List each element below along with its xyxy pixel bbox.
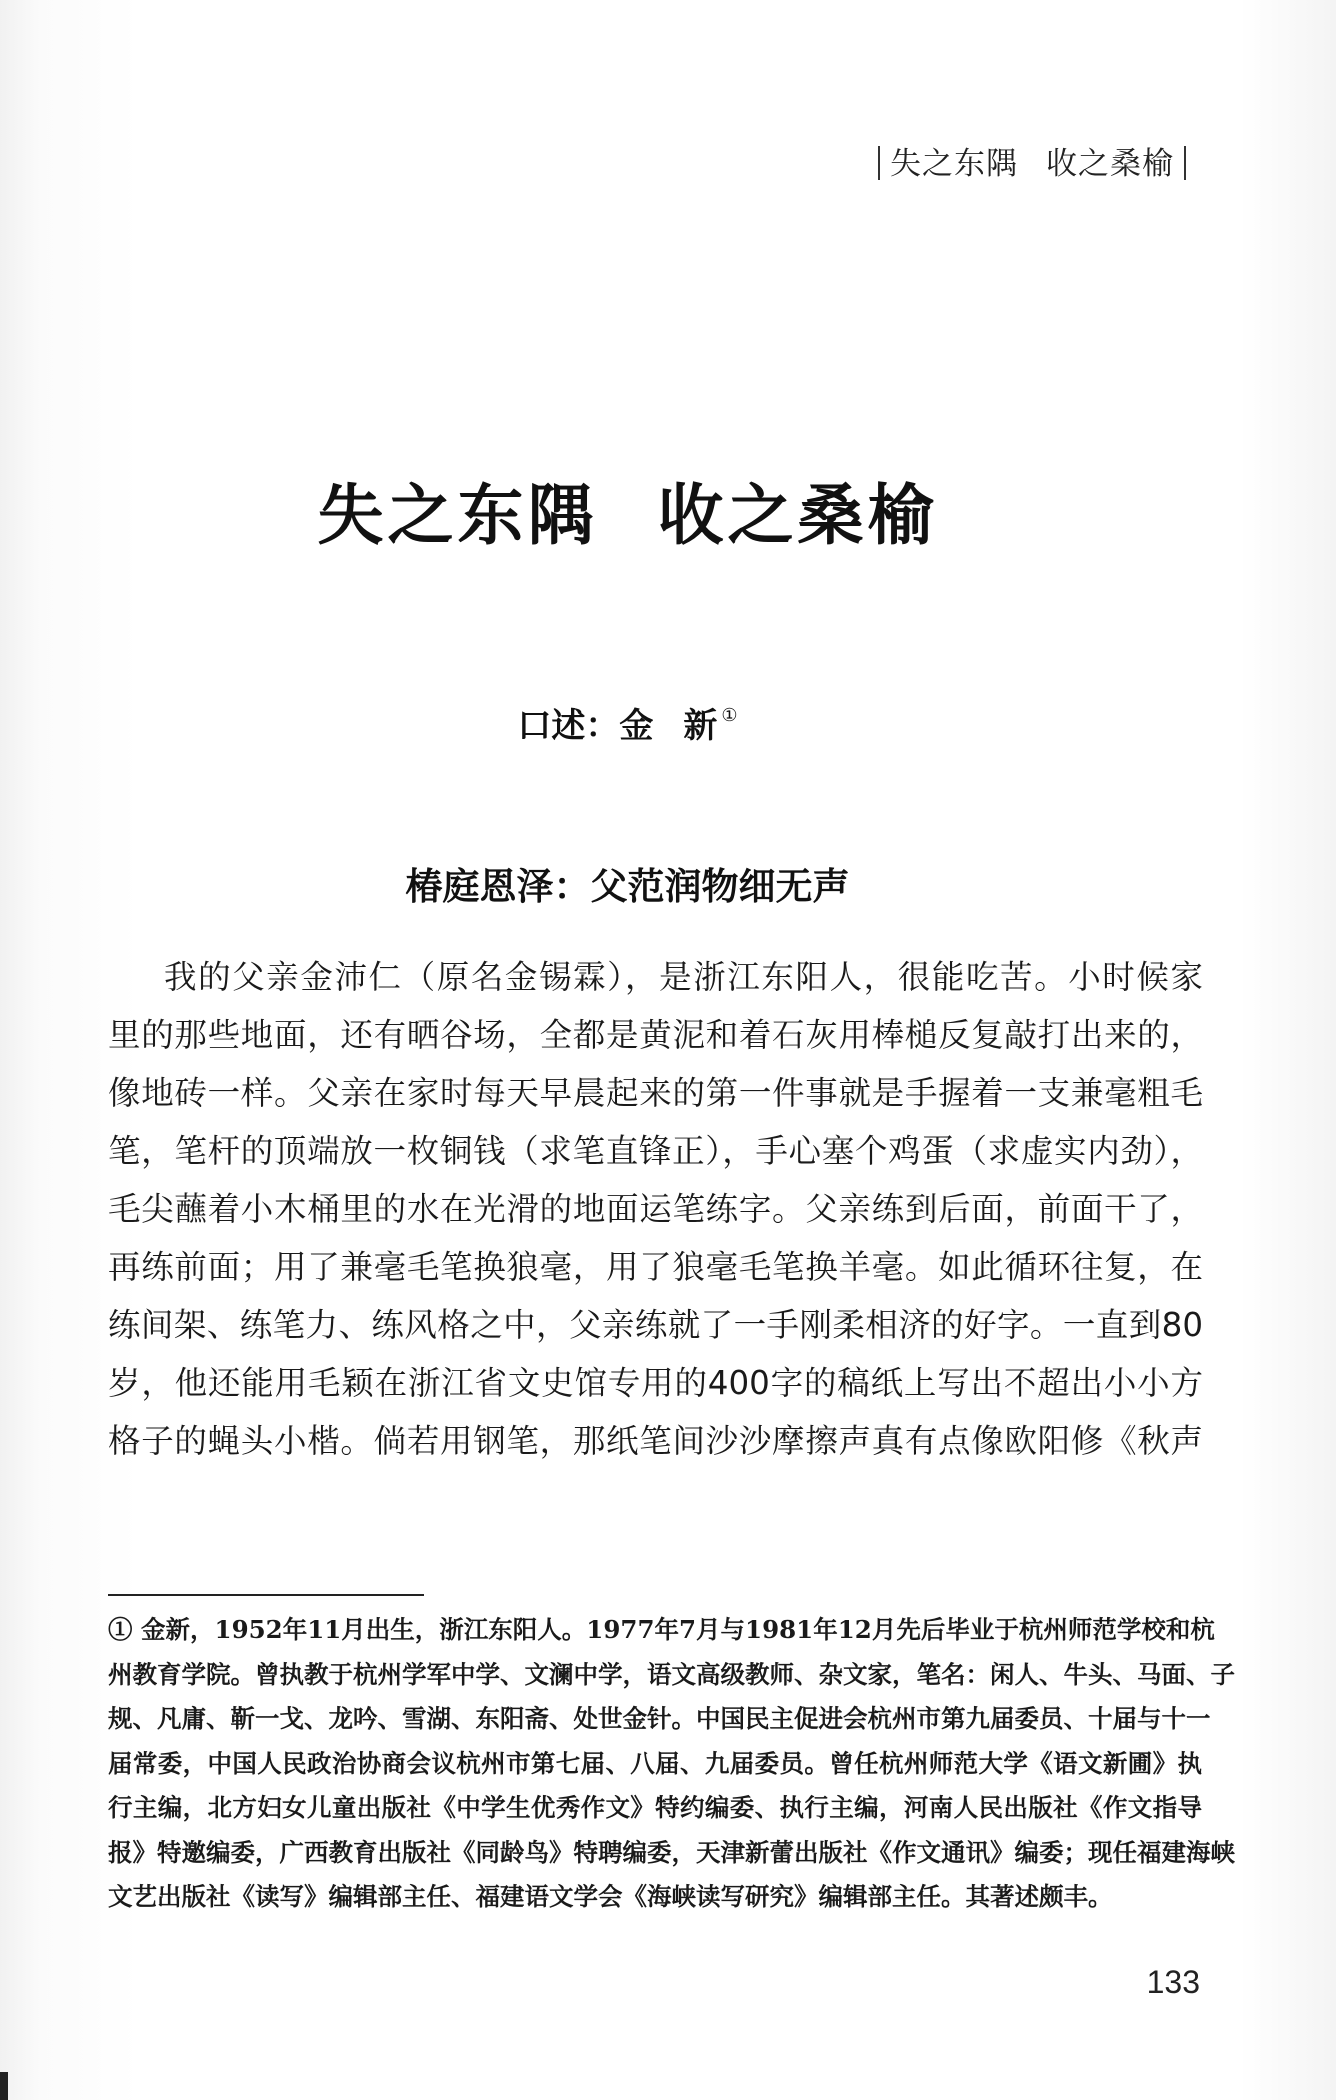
byline-label: 口述： (517, 706, 620, 746)
body-line: 格子的蝇头小楷。倘若用钢笔，那纸笔间沙沙摩擦声真有点像欧阳修《秋声 (108, 1422, 1203, 1460)
footnote-line: 届常委，中国人民政治协商会议杭州市第七届、八届、九届委员。曾任杭州师范大学《语文新圃》执 (108, 1748, 1202, 1778)
running-head-part2: 收之桑榆 (1046, 146, 1174, 182)
byline-name-second: 新 (683, 706, 718, 746)
body-line: 岁，他还能用毛颖在浙江省文史馆专用的400字的稿纸上写出不超出小小方 (108, 1364, 1203, 1402)
body-line: 里的那些地面，还有晒谷场，全都是黄泥和着石灰用棒槌反复敲打出来的， (108, 1016, 1203, 1054)
running-head (868, 138, 1196, 183)
body-line: 像地砖一样。父亲在家时每天早晨起来的第一件事就是手握着一支兼毫粗毛 (108, 1074, 1203, 1112)
footnote-line: 规、凡庸、靳一戈、龙吟、雪湖、东阳斋、处世金针。中国民主促进会杭州市第九届委员、十届与十一 (108, 1704, 1211, 1733)
body-line: 再练前面；用了兼毫毛笔换狼毫，用了狼毫毛笔换羊毫。如此循环往复，在 (108, 1248, 1203, 1286)
body-line: 毛尖蘸着小木桶里的水在光滑的地面运笔练字。父亲练到后面，前面干了， (108, 1190, 1203, 1228)
footnote-line: 州教育学院。曾执教于杭州学军中学、文澜中学，语文高级教师、杂文家，笔名：闲人、牛头、马面、子 (108, 1659, 1235, 1689)
byline (0, 698, 1255, 747)
footnote-marker: ① (721, 705, 738, 726)
running-head-part1: 失之东隅 (890, 146, 1018, 182)
chapter-title-part2: 收之桑榆 (657, 476, 938, 554)
scan-edge-mark (0, 2072, 8, 2100)
byline-name-first: 金 (619, 706, 654, 746)
footnote-line: 行主编，北方妇女儿童出版社《中学生优秀作文》特约编委、执行主编，河南人民出版社《作文指导 (108, 1793, 1202, 1822)
chapter-title-part1: 失之东隅 (317, 476, 598, 554)
running-head-right-rule (1184, 146, 1186, 180)
body-line: 练间架、练笔力、练风格之中，父亲练就了一手刚柔相济的好字。一直到80 (108, 1306, 1203, 1344)
footnote-line: 文艺出版社《读写》编辑部主任、福建语文学会《海峡读写研究》编辑部主任。其著述颇丰。 (108, 1882, 1113, 1911)
chapter-title (0, 462, 1255, 557)
footnote-line: 报》特邀编委，广西教育出版社《同龄鸟》特聘编委，天津新蕾出版社《作文通讯》编委；现任福建海峡 (108, 1837, 1235, 1867)
footnote (108, 1608, 1235, 1920)
section-heading: 椿庭恩泽：父范润物细无声 (405, 864, 850, 908)
body-line: 我的父亲金沛仁（原名金锡霖），是浙江东阳人，很能吃苦。小时候家 (164, 958, 1203, 996)
page-number: 133 (1146, 1964, 1200, 2000)
body-line: 笔，笔杆的顶端放一枚铜钱（求笔直锋正），手心塞个鸡蛋（求虚实内劲）， (108, 1132, 1203, 1170)
running-head-left-rule (878, 146, 880, 180)
body-paragraph (108, 948, 1203, 1470)
footnote-divider (108, 1594, 424, 1596)
footnote-line: ① 金新，1952年11月出生，浙江东阳人。1977年7月与1981年12月先后毕业于杭州师范学校和杭 (108, 1615, 1215, 1644)
